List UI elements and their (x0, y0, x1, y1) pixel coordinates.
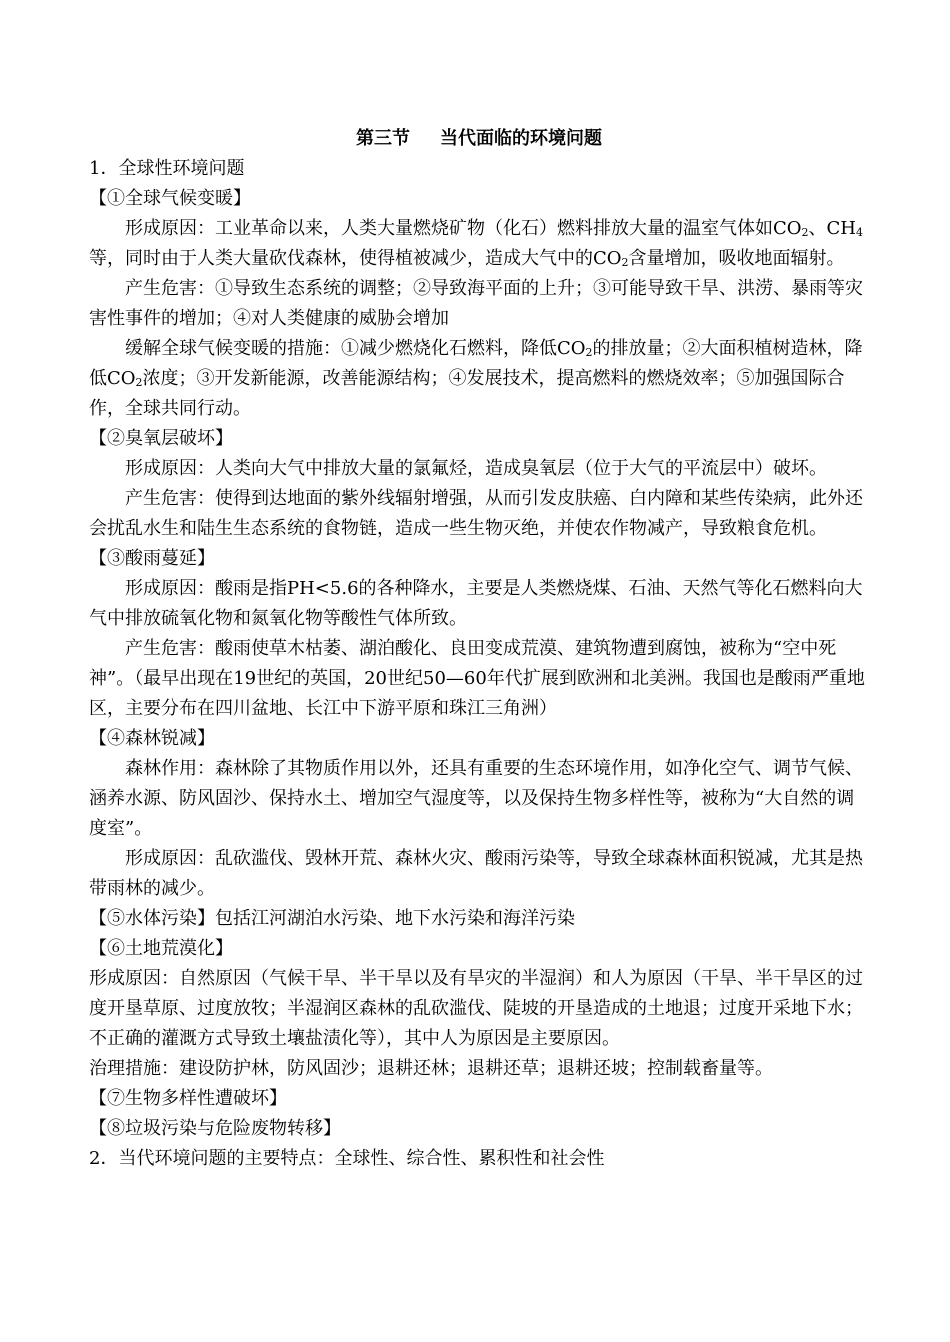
text-run: 浓度；③开发新能源，改善能源结构；④发展技术，提高燃料的燃烧效率；⑤加强国际合作，全球共同行动。 (89, 368, 845, 419)
text-run: 含量增加，吸收地面辐射。 (628, 248, 845, 269)
paragraph-warming-cause (89, 214, 869, 274)
text-run: 等，同时由于人类大量砍伐森林，使得植被减少，造成大气中的CO (89, 248, 622, 269)
subscript: 4 (856, 226, 864, 239)
subscript: 2 (585, 346, 593, 359)
paragraph-forest-role: 森林作用：森林除了其物质作用以外，还具有重要的生态环境作用，如净化空气、调节气候、涵养水源、防风固沙、保持水土、增加空气湿度等，以及保持生物多样性等，被称为“大自然的调度室”。 (89, 758, 863, 839)
subheading-forest: 【④森林锐减】 (89, 728, 215, 749)
paragraph-warming-harm: 产生危害：①导致生态系统的调整；②导致海平面的上升；③可能导致干旱、洪涝、暴雨等灾害性事件的增加；④对人类健康的威胁会增加 (89, 278, 863, 329)
paragraph-forest-cause: 形成原因：乱砍滥伐、毁林开荒、森林火灾、酸雨污染等，导致全球森林面积锐减，尤其是热带雨林的减少。 (89, 848, 863, 899)
paragraph-ozone-cause: 形成原因：人类向大气中排放大量的氯氟烃，造成臭氧层（位于大气的平流层中）破坏。 (125, 458, 827, 479)
subheading-global-warming: 【①全球气候变暖】 (89, 188, 251, 209)
subheading-acid-rain: 【③酸雨蔓延】 (89, 548, 215, 569)
title-text: 当代面临的环境问题 (440, 128, 602, 149)
paragraph-ozone-harm: 产生危害：使得到达地面的紫外线辐射增强，从而引发皮肤癌、白内障和某些传染病，此外还会扰乱水生和陆生生态系统的食物链，造成一些生物灭绝，并使农作物减产，导致粮食危机。 (89, 488, 863, 539)
subheading-ozone: 【②臭氧层破坏】 (89, 428, 233, 449)
paragraph-desert-cause: 形成原因：自然原因（气候干旱、半干旱以及有旱灾的半湿润）和人为原因（干旱、半干旱区的过度开垦草原、过度放牧；半湿润区森林的乱砍滥伐、陡坡的开垦造成的土地退；过度开采地下水；不正确的灌溉方式导致土壤盐渍化等），其中人为原因是主要原因。 (89, 968, 863, 1049)
text-run: 缓解全球气候变暖的措施：①减少燃烧化石燃料，降低CO (125, 338, 586, 359)
page-title (89, 124, 869, 154)
subheading-desertification: 【⑥土地荒漠化】 (89, 938, 233, 959)
paragraph-warming-measures (89, 334, 869, 424)
subscript: 2 (621, 256, 629, 269)
text-run: 形成原因：工业革命以来，人类大量燃烧矿物（化石）燃料排放大量的温室气体如CO (125, 218, 802, 239)
subheading-waste: 【⑧垃圾污染与危险废物转移】 (89, 1118, 341, 1139)
document-body (89, 124, 869, 1174)
subheading-biodiversity: 【⑦生物多样性遭破坏】 (89, 1088, 287, 1109)
section-heading-2: 2．当代环境问题的主要特点：全球性、综合性、累积性和社会性 (89, 1148, 605, 1169)
paragraph-desert-measures: 治理措施：建设防护林，防风固沙；退耕还林；退耕还草；退耕还坡；控制载畜量等。 (89, 1058, 773, 1079)
subheading-water: 【⑤水体污染】包括江河湖泊水污染、地下水污染和海洋污染 (89, 908, 575, 929)
subscript: 2 (135, 376, 143, 389)
section-heading-1: 1．全球性环境问题 (89, 158, 245, 179)
text-run: 的排放量；②大面积植树造林，降低CO (89, 338, 863, 389)
text-run: 、CH (808, 218, 857, 239)
paragraph-acid-cause: 形成原因：酸雨是指PH<5.6的各种降水，主要是人类燃烧煤、石油、天然气等化石燃料向大气中排放硫氧化物和氮氧化物等酸性气体所致。 (89, 578, 863, 629)
paragraph-acid-harm: 产生危害：酸雨使草木枯萎、湖泊酸化、良田变成荒漠、建筑物遭到腐蚀，被称为“空中死神”。（最早出现在19世纪的英国，20世纪50—60年代扩展到欧洲和北美洲。我国也是酸雨严重地区，主要分布在四川盆地、长江中下游平原和珠江三角洲） (89, 638, 865, 719)
subscript: 2 (801, 226, 809, 239)
title-section-number: 第三节 (356, 128, 410, 149)
